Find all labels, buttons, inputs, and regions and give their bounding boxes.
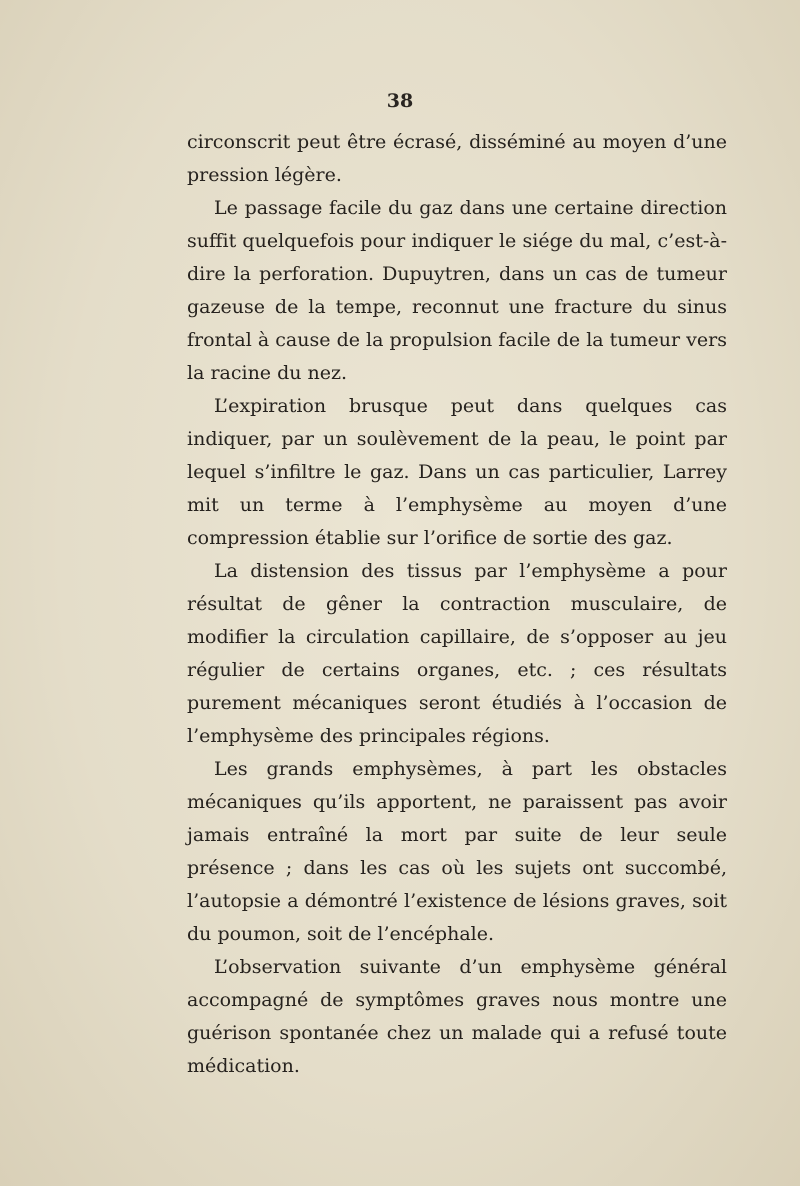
- body-text: [187, 126, 727, 1083]
- paragraph-4: La distension des tissus par l’emphysème a pour résultat de gêner la contraction musculaire, de modifier la circulation capillaire, de s’opposer au jeu régulier de certains organes, etc. ; ces résultats purement mécaniques seront étudiés à l’occasion de l’emphysème des principales régions.: [187, 560, 727, 747]
- paragraph-5: Les grands emphysèmes, à part les obstacles mécaniques qu’ils apportent, ne paraissent pas avoir jamais entraîné la mort par suite de leur seule présence ; dans les cas où les sujets ont succombé, l’autopsie a démontré l’existence de lésions graves, soit du poumon, soit de l’encéphale.: [187, 758, 727, 945]
- page-number: 38: [386, 90, 414, 112]
- paragraph-2: Le passage facile du gaz dans une certaine direction suffit quelquefois pour indiquer le siége du mal, c’est-à-dire la perforation. Dupuytren, dans un cas de tumeur gazeuse de la tempe, reconnut une fracture du sinus frontal à cause de la propulsion facile de la tumeur vers la racine du nez.: [187, 197, 727, 384]
- paragraph-3: L’expiration brusque peut dans quelques cas indiquer, par un soulèvement de la peau, le point par lequel s’infiltre le gaz. Dans un cas particulier, Larrey mit un terme à l’emphysème au moyen d’une compression établie sur l’orifice de sortie des gaz.: [187, 395, 727, 549]
- paragraph-6: L’observation suivante d’un emphysème général accompagné de symptômes graves nous montre une guérison spontanée chez un malade qui a refusé toute médication.: [187, 956, 727, 1077]
- paragraph-1: circonscrit peut être écrasé, disséminé au moyen d’une pression légère.: [187, 131, 727, 186]
